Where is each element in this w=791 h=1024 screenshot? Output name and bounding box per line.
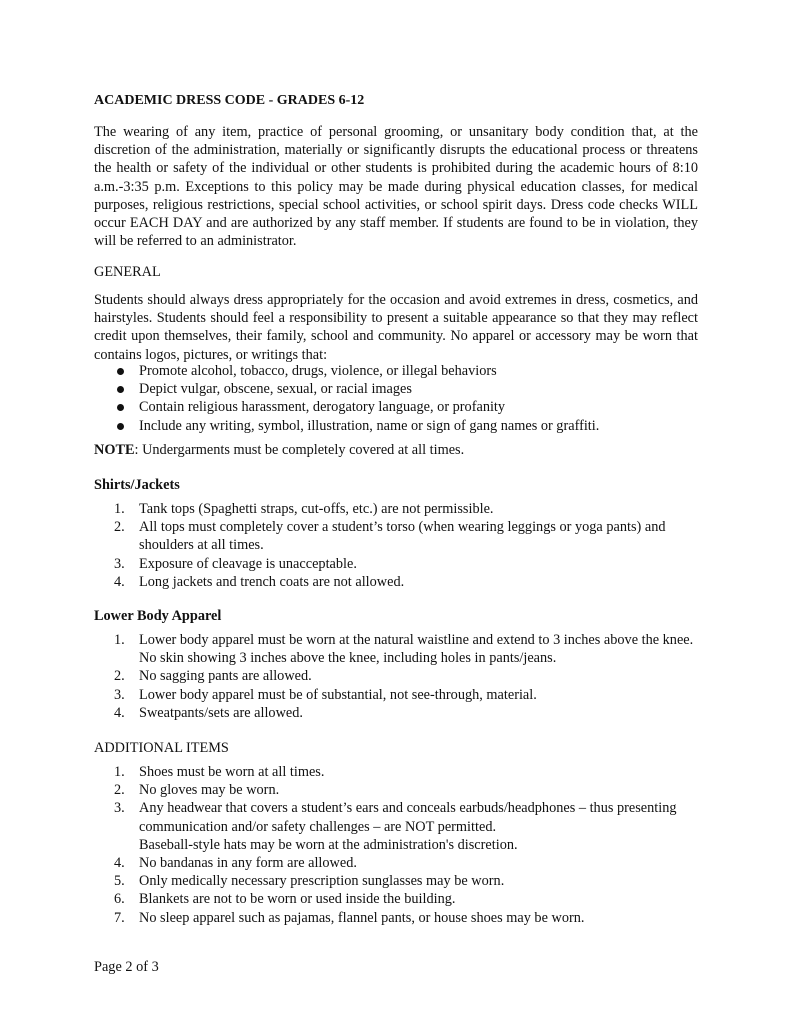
list-item	[94, 500, 698, 518]
lower-body-heading: Lower Body Apparel	[94, 608, 222, 624]
bullet-item: Contain religious harassment, derogatory language, or profanity	[94, 398, 698, 416]
list-item	[94, 667, 698, 685]
item-text: Lower body apparel must be worn at the natural waistline and extend to 3 inches above the knee. No skin showing 3 inches above the knee, including holes in pants/jeans.	[139, 632, 694, 667]
item-text: Long jackets and trench coats are not allowed.	[139, 573, 405, 590]
item-text: All tops must completely cover a student’s torso (when wearing leggings or yoga pants) and shoulders at all times.	[139, 519, 666, 554]
item-text: Lower body apparel must be of substantial, not see-through, material.	[139, 686, 537, 703]
list-item	[94, 799, 698, 854]
list-item	[94, 631, 698, 667]
bullet-item: Include any writing, symbol, illustration, name or sign of gang names or graffiti.	[94, 417, 698, 435]
list-item	[94, 555, 698, 573]
item-number: 2.	[114, 782, 125, 799]
item-text: No sagging pants are allowed.	[139, 668, 312, 685]
list-item	[94, 763, 698, 781]
list-item	[94, 704, 698, 722]
additional-items-heading: ADDITIONAL ITEMS	[94, 740, 229, 756]
shirts-heading: Shirts/Jackets	[94, 477, 180, 493]
shirts-list	[94, 500, 698, 591]
list-item	[94, 518, 698, 554]
item-text: No gloves may be worn.	[139, 782, 280, 799]
item-text: No sleep apparel such as pajamas, flannel pants, or house shoes may be worn.	[139, 909, 585, 926]
item-number: 4.	[114, 573, 125, 590]
prohibited-content-list	[94, 362, 698, 435]
item-number: 3.	[114, 686, 125, 703]
general-heading: GENERAL	[94, 264, 161, 280]
bullet-item: Promote alcohol, tobacco, drugs, violence, or illegal behaviors	[94, 362, 698, 380]
list-item	[94, 872, 698, 890]
item-number: 1.	[114, 632, 125, 648]
bullet-item: Depict vulgar, obscene, sexual, or racial images	[94, 380, 698, 398]
item-text: Sweatpants/sets are allowed.	[139, 704, 303, 721]
item-number: 4.	[114, 855, 125, 872]
list-item	[94, 890, 698, 908]
item-text: Shoes must be worn at all times.	[139, 764, 325, 780]
item-text: Only medically necessary prescription sunglasses may be worn.	[139, 873, 505, 890]
item-text: Tank tops (Spaghetti straps, cut-offs, etc.) are not permissible.	[139, 501, 494, 517]
list-item	[94, 686, 698, 704]
page-number-footer: Page 2 of 3	[94, 959, 159, 975]
item-number: 2.	[114, 519, 125, 536]
lower-body-list	[94, 631, 698, 722]
document-title: ACADEMIC DRESS CODE - GRADES 6-12	[94, 93, 365, 108]
item-number: 3.	[114, 555, 125, 572]
item-number: 6.	[114, 891, 125, 908]
list-item	[94, 573, 698, 591]
item-number: 4.	[114, 704, 125, 721]
item-text: No bandanas in any form are allowed.	[139, 855, 357, 872]
item-text: Any headwear that covers a student’s ears and conceals earbuds/headphones – thus presenting communication and/or safety challenges – are NOT permitted.	[139, 800, 677, 835]
item-number: 3.	[114, 800, 125, 817]
item-text: Exposure of cleavage is unacceptable.	[139, 555, 357, 572]
list-item	[94, 781, 698, 799]
list-item	[94, 909, 698, 927]
note-paragraph	[94, 441, 698, 459]
additional-items-list	[94, 763, 698, 927]
note-label: NOTE	[94, 442, 135, 458]
item-number: 1.	[114, 764, 125, 780]
item-text: Blankets are not to be worn or used inside the building.	[139, 891, 456, 908]
item-number: 1.	[114, 501, 125, 517]
item-number: 2.	[114, 668, 125, 685]
list-item	[94, 854, 698, 872]
intro-paragraph: The wearing of any item, practice of personal grooming, or unsanitary body condition that, at the discretion of the administration, materially or significantly disrupts the educational process or threatens the health or safety of the individual or other students is prohibited during the academic hours of 8:10 a.m.-3:35 p.m. Exceptions to this policy may be made during physical education classes, for medical purposes, religious restrictions, special school activities, or school spirit days. Dress code checks WILL occur EACH DAY and are authorized by any staff member. If students are found to be in violation, they will be referred to an administrator.	[94, 124, 698, 250]
item-number: 7.	[114, 909, 125, 926]
general-paragraph: Students should always dress appropriately for the occasion and avoid extremes in dress, cosmetics, and hairstyles. Students should feel a responsibility to present a suitable appearance so that they may reflect credit upon themselves, their family, school and community. No apparel or accessory may be worn that contains logos, pictures, or writings that:	[94, 292, 698, 363]
item-number: 5.	[114, 873, 125, 890]
note-text: : Undergarments must be completely covered at all times.	[134, 442, 465, 458]
item-extra-text: Baseball-style hats may be worn at the administration's discretion.	[139, 836, 518, 853]
